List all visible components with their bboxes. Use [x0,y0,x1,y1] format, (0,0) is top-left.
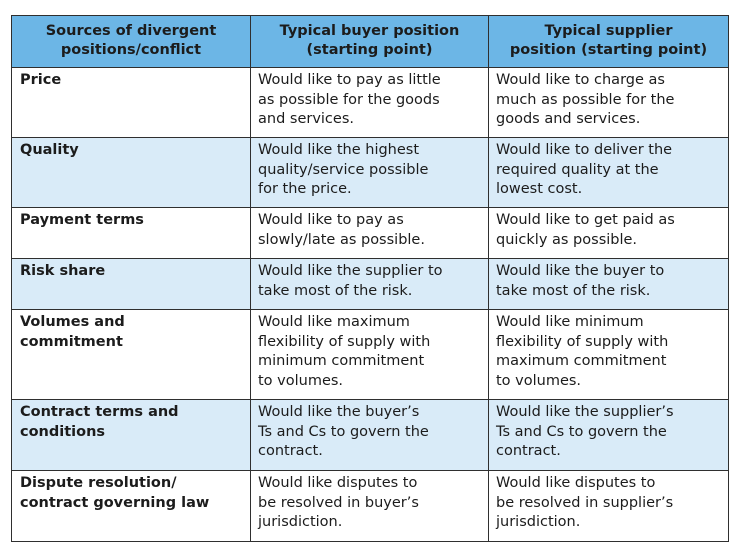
row-source-text: Price [20,72,62,88]
row-supplier-text: Would like the buyer to take most of the risk. [496,263,665,299]
row-supplier-text: Would like to deliver the required quality at the lowest cost. [496,142,673,197]
row-buyer-cell [251,310,489,400]
row-source-cell [12,471,251,542]
row-buyer-text: Would like to pay as little as possible for the goods and services. [258,72,441,127]
header-sources [12,16,251,68]
row-supplier-cell [489,471,729,542]
table-row [12,310,729,400]
row-source-cell [12,68,251,138]
row-supplier-cell [489,138,729,208]
table-row [12,471,729,542]
row-source-text: Risk share [20,263,106,279]
row-supplier-text: Would like disputes to be resolved in supplier’s jurisdiction. [496,475,674,530]
row-supplier-cell [489,259,729,310]
row-supplier-cell [489,310,729,400]
row-supplier-cell [489,208,729,259]
row-source-text: Payment terms [20,212,144,228]
row-supplier-text: Would like to get paid as quickly as possible. [496,212,675,248]
row-source-text: Dispute resolution/ contract governing law [20,475,210,511]
table-row [12,208,729,259]
row-buyer-text: Would like maximum flexibility of supply with minimum commitment to volumes. [258,314,431,389]
header-buyer [251,16,489,68]
row-supplier-text: Would like to charge as much as possible for the goods and services. [496,72,675,127]
row-buyer-text: Would like the buyer’s Ts and Cs to govern the contract. [258,404,429,459]
row-source-cell [12,208,251,259]
table-row [12,400,729,471]
header-supplier [489,16,729,68]
table-row [12,138,729,208]
table-row [12,68,729,138]
row-buyer-text: Would like to pay as slowly/late as possible. [258,212,425,248]
table-row [12,259,729,310]
header-sources-text: Sources of divergent positions/conflict [45,23,217,58]
row-supplier-cell [489,400,729,471]
comparison-table [11,15,729,542]
row-buyer-cell [251,208,489,259]
row-source-cell [12,400,251,471]
row-supplier-text: Would like minimum flexibility of supply with maximum commitment to volumes. [496,314,669,389]
header-buyer-text: Typical buyer position (starting point) [279,23,460,58]
row-buyer-cell [251,68,489,138]
row-buyer-cell [251,471,489,542]
row-source-text: Contract terms and conditions [20,404,179,440]
row-buyer-text: Would like disputes to be resolved in buyer’s jurisdiction. [258,475,419,530]
row-buyer-cell [251,138,489,208]
row-buyer-text: Would like the supplier to take most of the risk. [258,263,443,299]
row-buyer-cell [251,400,489,471]
row-source-cell [12,259,251,310]
row-buyer-cell [251,259,489,310]
header-supplier-text: Typical supplier position (starting point) [509,23,708,58]
row-source-cell [12,138,251,208]
row-source-cell [12,310,251,400]
row-source-text: Quality [20,142,79,158]
row-source-text: Volumes and commitment [20,314,125,350]
row-buyer-text: Would like the highest quality/service possible for the price. [258,142,429,197]
row-supplier-text: Would like the supplier’s Ts and Cs to govern the contract. [496,404,674,459]
row-supplier-cell [489,68,729,138]
header-row [12,16,729,68]
